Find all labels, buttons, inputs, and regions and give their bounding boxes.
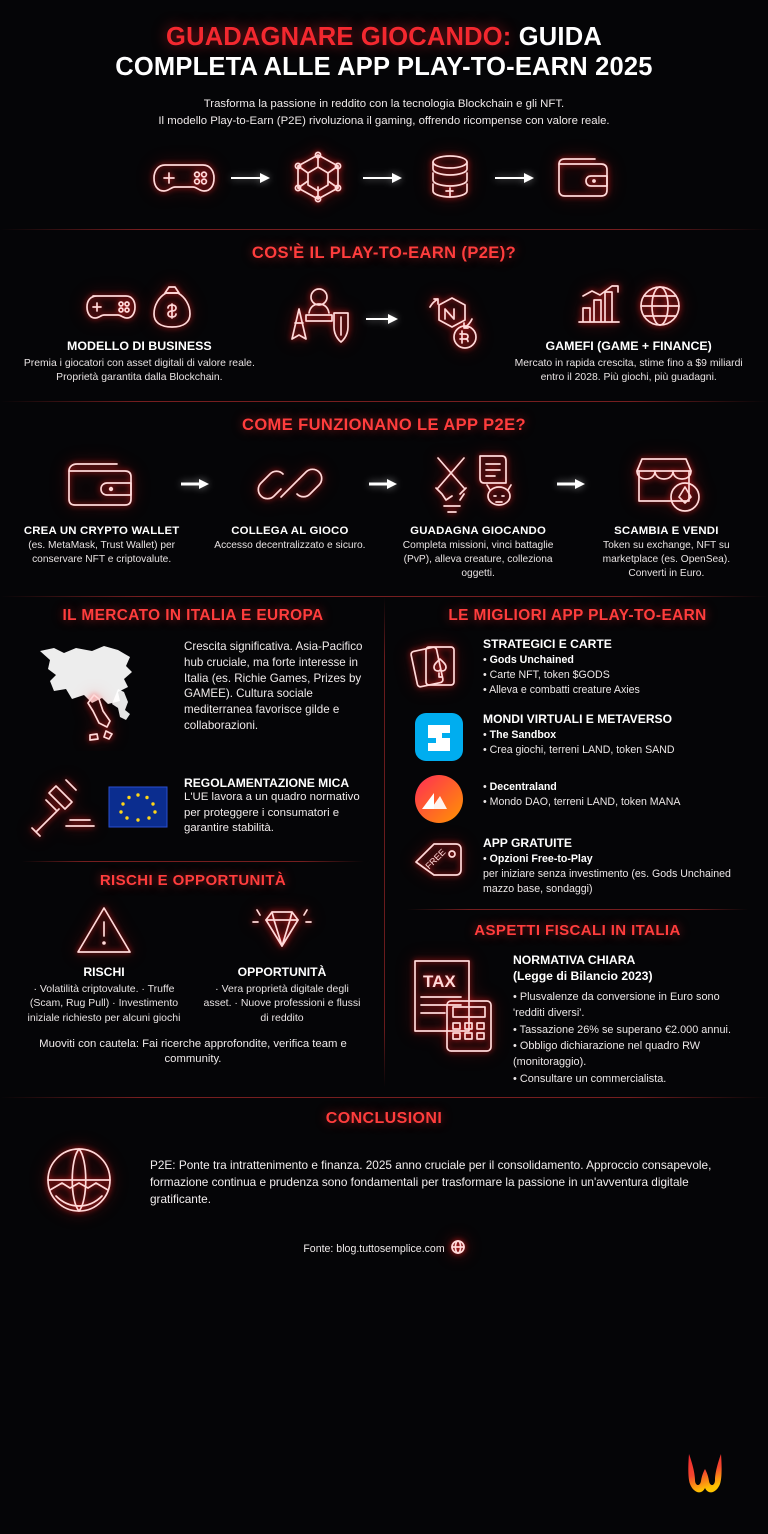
app-3-bullet-0: • Decentraland — [483, 781, 557, 794]
step-2-text: Accesso decentralizzato e sicuro. — [214, 540, 366, 552]
arrow-right-icon-5 — [181, 477, 211, 495]
risks-title: RISCHI E OPPORTUNITÀ — [99, 872, 287, 890]
tax-bullet-0: • Plusvalenze da conversione in Euro sono 'redditi diversi'. — [513, 990, 720, 1020]
section-how-steps — [22, 447, 746, 580]
mica-title: REGOLAMENTAZIONE MICA — [184, 776, 350, 791]
risks-columns — [22, 899, 364, 1025]
app-1-body — [483, 637, 640, 698]
apps-column — [385, 597, 768, 1087]
mica-text: L'UE lavora a un quadro normativo per proteggere i consumatori e garantire stabilità. — [184, 791, 360, 835]
section-what-title: COS'È IL PLAY-TO-EARN (P2E)? — [251, 244, 517, 263]
conclusions-title: CONCLUSIONI — [325, 1110, 443, 1128]
page-title — [26, 22, 742, 82]
sandbox-logo-icon — [414, 712, 464, 762]
app-4-icon-wrap — [407, 836, 471, 893]
wallet-icon — [551, 150, 617, 209]
market-text: Crescita significativa. Asia-Pacifico hub cruciale, ma forte interesse in Italia (es. Richie Games, Prizes by GAMEE). Cultura sociale mediterranea favorisce gilde e collaborazioni. — [184, 640, 363, 732]
opportunities-sub — [200, 899, 364, 1025]
handshake-globe-icon — [24, 1140, 134, 1224]
risks-text: · Volatilità criptovalute. · Truffe (Scam, Rug Pull) · Investimento iniziale richiesto per alcuni giochi — [27, 983, 181, 1024]
arrow-right-icon-6 — [369, 477, 399, 495]
app-item-free[interactable] — [407, 836, 748, 897]
app-1-bullet-0: • Gods Unchained — [483, 654, 574, 667]
decentraland-logo-icon — [414, 774, 464, 824]
gamefi-title: GAMEFI (GAME + FINANCE) — [545, 339, 712, 354]
step-arrow-1 — [181, 447, 210, 525]
chain-link-icon — [255, 453, 325, 520]
eu-flag-icon — [108, 786, 168, 833]
tax-bullet-2: • Obbligo dichiarazione nel quadro RW (monitoraggio). — [513, 1040, 701, 1069]
warning-triangle-icon — [72, 900, 136, 963]
risks-icon-wrap — [22, 899, 186, 963]
section-risks — [22, 862, 364, 1080]
step-4-icon-wrap — [587, 447, 746, 525]
step-earn-playing — [398, 447, 557, 580]
section-conclusions — [0, 1098, 768, 1263]
svg-text:TAX: TAX — [423, 972, 456, 992]
app-1-title: STRATEGICI E CARTE — [483, 637, 612, 652]
page-title-plain-1: GUIDA — [518, 23, 602, 51]
marketplace-shop-icon — [623, 449, 709, 524]
arrow-right-icon-2 — [363, 171, 405, 189]
conclusions-text: P2E: Ponte tra intrattenimento e finanza. 2025 anno cruciale per il consolidamento. Approccio consapevole, formazione continua e prudenza sono fondamentali per trasformare la passione in un'avventura digitale gratificante. — [150, 1158, 712, 1206]
tax-body — [407, 953, 748, 1087]
section-what-columns — [22, 277, 746, 385]
app-4-body — [483, 836, 748, 897]
step-4-text: Token su exchange, NFT su marketplace (es. OpenSea). Converti in Euro. — [602, 540, 731, 579]
arrow-right-icon — [231, 171, 273, 189]
nft-bitcoin-swap-icon — [410, 283, 486, 360]
step-2-title: COLLEGA AL GIOCO — [231, 525, 349, 538]
header-subtitle — [26, 96, 742, 130]
arrow-right-icon-3 — [495, 171, 537, 189]
tax-subtitle-main: NORMATIVA CHIARA — [513, 953, 636, 968]
free-tag-icon — [408, 836, 470, 893]
step-3-icon-wrap — [398, 447, 557, 525]
app-item-gods-unchained[interactable] — [407, 637, 748, 700]
app-4-bullet-1: per iniziare senza investimento (es. Gods Unchained mazzo base, sondaggi) — [483, 868, 731, 896]
step-arrow-2 — [370, 447, 399, 525]
step-1-title: CREA UN CRYPTO WALLET — [23, 525, 180, 538]
source-label: Fonte: blog.tuttosemplice.com — [303, 1242, 445, 1255]
tax-icon-wrap — [407, 953, 499, 1062]
app-3-icon-wrap — [407, 774, 471, 824]
nft-swap-column — [267, 277, 502, 365]
apps-title: LE MIGLIORI APP PLAY-TO-EARN — [448, 607, 707, 625]
step-3-text: Completa missioni, vinci battaglie (PvP), alleva creature, colleziona oggetti. — [402, 540, 554, 579]
app-item-decentraland[interactable] — [407, 774, 748, 824]
header-subtitle-line1: Trasforma la passione in reddito con la tecnologia Blockchain e gli NFT. — [203, 98, 565, 111]
conclusions-row — [24, 1140, 744, 1224]
gamefi-text: Mercato in rapida crescita, stime fino a $9 miliardi entro il 2028. Più giochi, più guadagni. — [514, 358, 743, 384]
tax-subtitle-sub: (Legge di Bilancio 2023) — [513, 969, 653, 984]
mica-icons — [22, 776, 172, 843]
mica-block — [22, 776, 364, 843]
business-model-title: MODELLO DI BUSINESS — [67, 339, 212, 354]
gamefi-column — [511, 277, 746, 385]
brand-logo-icon — [678, 1444, 732, 1506]
header — [0, 0, 768, 136]
market-italy-block — [22, 639, 364, 756]
tax-bullet-3: • Consultare un commercialista. — [513, 1072, 667, 1085]
app-2-title: MONDI VIRTUALI E METAVERSO — [483, 712, 673, 727]
mica-text-wrap — [184, 776, 364, 837]
app-4-bullets — [483, 852, 748, 897]
coin-stack-icon — [419, 148, 481, 211]
app-4-title: APP GRATUITE — [483, 836, 572, 851]
globe-icon — [635, 281, 685, 336]
app-2-bullet-1: • Crea giochi, terreni LAND, token SAND — [483, 744, 675, 757]
tax-bullet-1: • Tassazione 26% se superano €2.000 annui. — [513, 1023, 731, 1036]
app-2-body — [483, 712, 675, 758]
gamefi-icons — [511, 277, 746, 339]
risks-footer: Muoviti con cautela: Fai ricerche approfondite, verifica team e community. — [39, 1037, 347, 1066]
app-item-sandbox[interactable] — [407, 712, 748, 762]
business-model-column — [22, 277, 257, 385]
section-what-is-p2e — [0, 230, 768, 401]
step-trade-sell — [587, 447, 746, 580]
opportunities-text: · Vera proprietà digitale degli asset. · Nuove professioni e flussi di reddito — [203, 983, 361, 1024]
arrow-right-icon-7 — [557, 477, 587, 495]
step-1-icon-wrap — [22, 447, 181, 525]
app-1-bullets — [483, 653, 640, 698]
gavel-icon — [26, 776, 100, 843]
gamepad-icon — [151, 151, 217, 208]
mid-section — [0, 597, 768, 1087]
step-arrow-3 — [558, 447, 587, 525]
opportunities-icon-wrap — [200, 899, 364, 963]
step-create-wallet — [22, 447, 181, 566]
app-2-bullet-0: • The Sandbox — [483, 729, 557, 742]
step-1-text: (es. MetaMask, Trust Wallet) per conservare NFT e criptovalute. — [28, 540, 176, 566]
page-title-accent: GUADAGNARE GIOCANDO: — [166, 23, 512, 51]
market-title: IL MERCATO IN ITALIA E EUROPA — [62, 607, 324, 625]
tax-title: ASPETTI FISCALI IN ITALIA — [474, 922, 681, 940]
market-column — [0, 597, 384, 1087]
risks-sub — [22, 899, 186, 1025]
diamond-icon — [247, 900, 317, 963]
globe-icon-source — [451, 1240, 465, 1257]
app-3-bullet-1: • Mondo DAO, terreni LAND, token MANA — [483, 796, 681, 809]
section-tax — [407, 910, 748, 1087]
blockchain-network-icon — [287, 149, 349, 210]
business-model-text: Premia i giocatori con asset digitali di valore reale. Proprietà garantita dalla Blockchain. — [23, 358, 255, 384]
europe-map-italy-highlight-icon — [22, 639, 172, 756]
tax-bullets — [513, 989, 748, 1087]
swords-quest-icon — [430, 448, 526, 525]
app-2-icon-wrap — [407, 712, 471, 762]
arrow-right-icon-4 — [366, 312, 400, 330]
svg-text:FREE: FREE — [423, 847, 448, 872]
risks-subtitle: RISCHI — [83, 965, 125, 980]
step-4-title: SCAMBIA E VENDI — [614, 525, 719, 538]
step-2-icon-wrap — [210, 447, 369, 525]
app-1-icon-wrap — [407, 637, 471, 700]
header-flow — [0, 136, 768, 229]
step-3-title: GUADAGNA GIOCANDO — [410, 525, 547, 538]
knight-sword-shield-icon — [282, 283, 356, 360]
playing-cards-icon — [408, 637, 470, 700]
gamepad-icon-small — [82, 284, 138, 333]
growth-chart-icon — [573, 282, 625, 335]
step-connect-game — [210, 447, 369, 553]
app-1-bullet-2: • Alleva e combatti creature Axies — [483, 684, 640, 697]
tax-text-wrap — [513, 953, 748, 1087]
header-subtitle-line2: Il modello Play-to-Earn (P2E) rivoluziona il gaming, offrendo ricompense con valore reale. — [158, 115, 610, 128]
section-how-it-works — [0, 402, 768, 596]
app-1-bullet-1: • Carte NFT, token $GODS — [483, 669, 610, 682]
wallet-icon-step — [59, 453, 145, 520]
tax-subtitle — [513, 953, 748, 985]
business-model-icons — [22, 277, 257, 339]
app-3-bullets — [483, 780, 680, 810]
app-4-bullet-0: • Opzioni Free-to-Play — [483, 853, 593, 866]
app-2-bullets — [483, 728, 675, 758]
section-how-title: COME FUNZIONANO LE APP P2E? — [242, 416, 526, 435]
page-title-plain-2: COMPLETA ALLE APP PLAY-TO-EARN 2025 — [115, 53, 653, 82]
source-row[interactable] — [24, 1240, 744, 1257]
money-bag-icon — [148, 281, 196, 336]
nft-swap-icons — [267, 277, 502, 365]
tax-document-calculator-icon — [407, 953, 499, 1062]
app-3-body — [483, 774, 680, 810]
opportunities-subtitle: OPPORTUNITÀ — [237, 965, 327, 980]
